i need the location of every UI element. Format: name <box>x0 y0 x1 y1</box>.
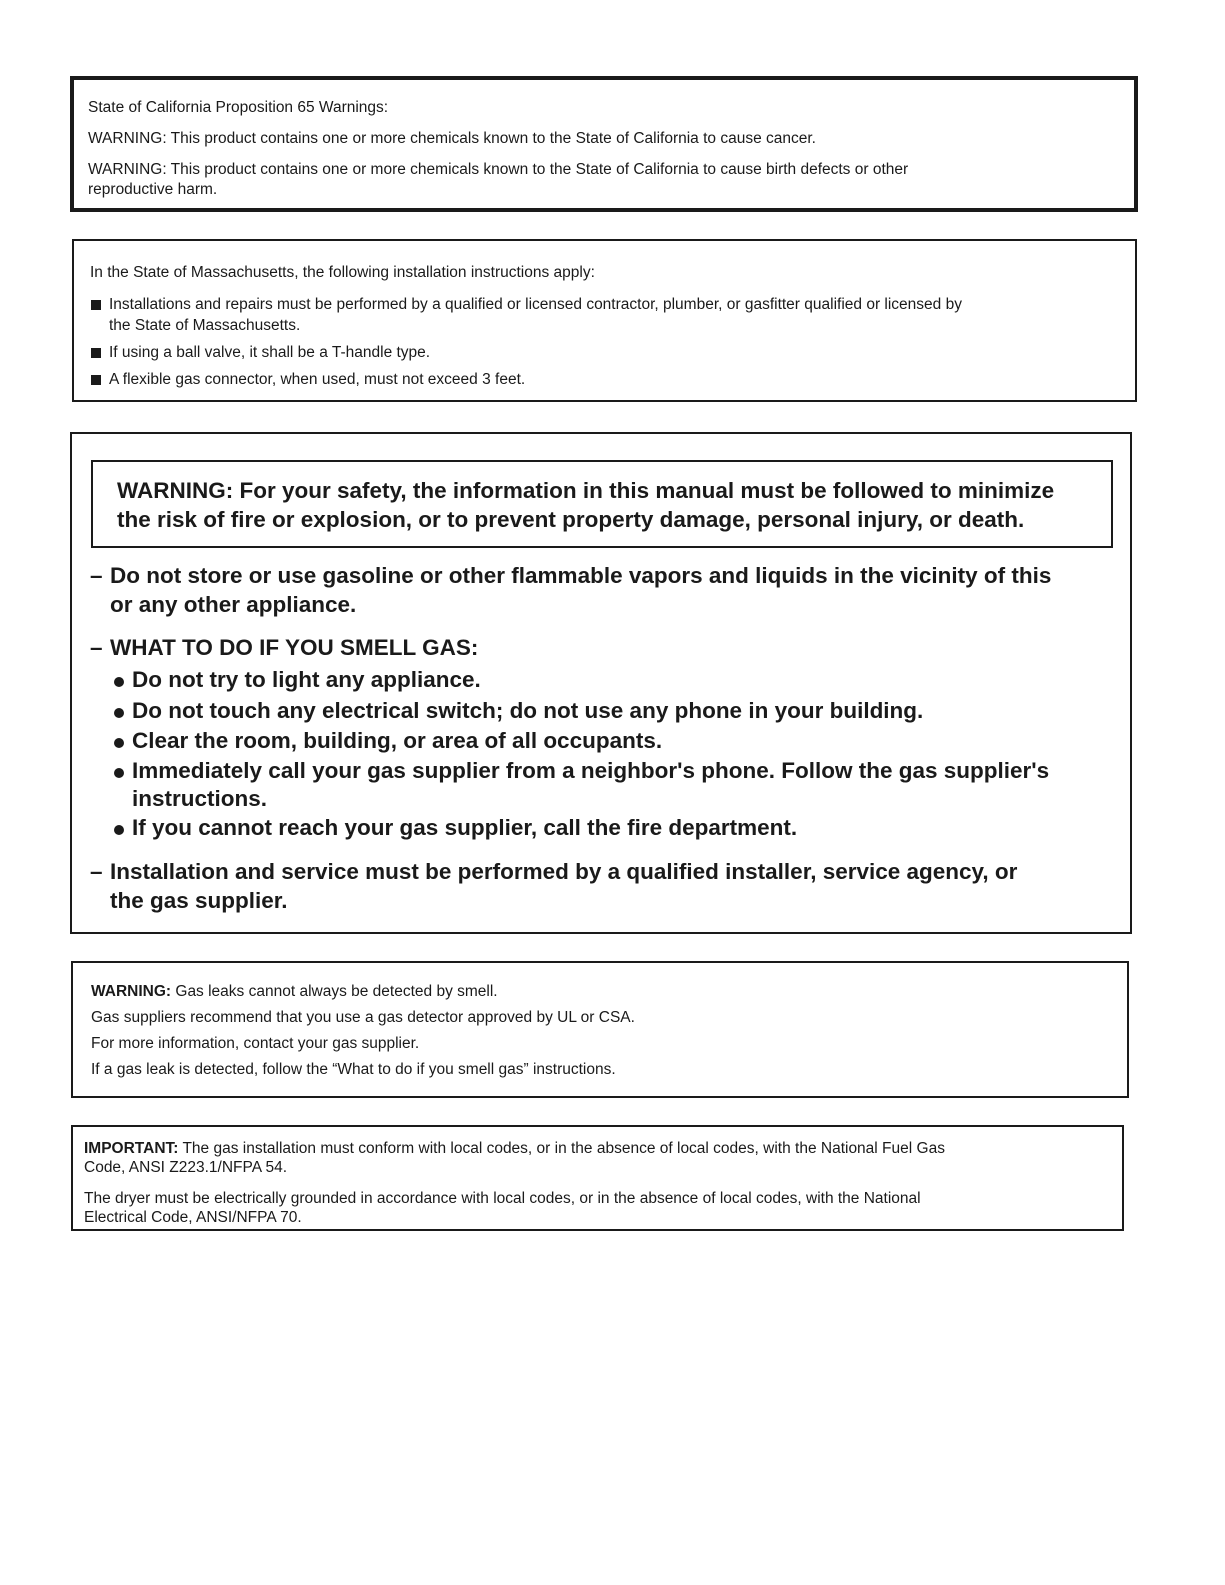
gas-leak-line-4: If a gas leak is detected, follow the “What to do if you smell gas” instructions. <box>91 1061 616 1078</box>
important-label: IMPORTANT: <box>84 1140 179 1157</box>
important-paragraph-2 <box>84 1189 1111 1227</box>
important-paragraph-1 <box>84 1139 1111 1177</box>
dash-icon: – <box>90 859 103 884</box>
dash-item-flammables <box>90 561 1120 619</box>
round-bullet-icon <box>114 825 124 835</box>
list-item-text: A flexible gas connector, when used, must not exceed 3 feet. <box>109 371 526 388</box>
prop65-title: State of California Proposition 65 Warnings: <box>88 99 389 116</box>
prop65-birth-line-2: reproductive harm. <box>88 181 218 198</box>
list-item-text: If using a ball valve, it shall be a T-handle type. <box>109 344 431 361</box>
massachusetts-list <box>90 294 1119 390</box>
list-item-text: Installations and repairs must be performed by a qualified or licensed contractor, plumber, or gasfitter qualified or licensed by <box>109 296 962 313</box>
gas-step-item <box>114 666 1122 694</box>
square-bullet-icon <box>91 300 101 310</box>
prop65-warning-box <box>70 76 1138 212</box>
gas-step-text: If you cannot reach your gas supplier, call the fire department. <box>132 815 798 840</box>
dash-item-text: or any other appliance. <box>110 592 357 617</box>
square-bullet-icon <box>91 375 101 385</box>
prop65-birth-defects-warning <box>88 160 1120 200</box>
round-bullet-icon <box>114 708 124 718</box>
important-text: The dryer must be electrically grounded in accordance with local codes, or in the absence of local codes, with the National <box>84 1190 921 1207</box>
massachusetts-intro: In the State of Massachusetts, the following installation instructions apply: <box>90 264 595 281</box>
safety-headline-line-1: WARNING: For your safety, the information in this manual must be followed to minimize <box>117 478 1055 503</box>
massachusetts-instructions-box <box>72 239 1137 402</box>
warning-label: WARNING: <box>91 983 172 1000</box>
important-text: The gas installation must conform with local codes, or in the absence of local codes, with the National Fuel Gas <box>178 1140 945 1157</box>
gas-leak-line-3: For more information, contact your gas supplier. <box>91 1035 420 1052</box>
prop65-cancer-warning: WARNING: This product contains one or more chemicals known to the State of California to cause cancer. <box>88 130 816 147</box>
gas-step-item <box>114 814 1122 842</box>
round-bullet-icon <box>114 677 124 687</box>
dash-icon: – <box>90 563 103 588</box>
gas-leak-text: Gas leaks cannot always be detected by smell. <box>171 983 498 1000</box>
safety-headline <box>117 476 1111 534</box>
prop65-birth-line-1: WARNING: This product contains one or more chemicals known to the State of California to cause birth defects or other <box>88 161 909 178</box>
gas-step-text: Clear the room, building, or area of all occupants. <box>132 728 663 753</box>
list-item <box>90 369 1119 390</box>
dash-item-text: Installation and service must be performed by a qualified installer, service agency, or <box>110 859 1018 884</box>
list-item <box>90 294 1119 336</box>
dash-item-text: WHAT TO DO IF YOU SMELL GAS: <box>110 635 479 660</box>
gas-step-text: Do not try to light any appliance. <box>132 667 481 692</box>
dash-item-text: Do not store or use gasoline or other flammable vapors and liquids in the vicinity of this <box>110 563 1052 588</box>
gas-step-item <box>114 727 1122 755</box>
dash-item-text: the gas supplier. <box>110 888 288 913</box>
important-text: Code, ANSI Z223.1/NFPA 54. <box>84 1159 288 1176</box>
important-notice-box <box>71 1125 1124 1231</box>
gas-leak-line-1 <box>91 982 1109 1002</box>
gas-step-text: instructions. <box>132 786 268 811</box>
round-bullet-icon <box>114 738 124 748</box>
gas-step-item <box>114 757 1122 813</box>
safety-warning-box <box>70 432 1132 934</box>
important-text: Electrical Code, ANSI/NFPA 70. <box>84 1209 302 1226</box>
gas-leak-line-2: Gas suppliers recommend that you use a gas detector approved by UL or CSA. <box>91 1009 635 1026</box>
dash-item-installation <box>90 857 1120 915</box>
dash-icon: – <box>90 635 103 660</box>
gas-step-item <box>114 697 1122 725</box>
square-bullet-icon <box>91 348 101 358</box>
list-item-text: the State of Massachusetts. <box>109 317 301 334</box>
gas-step-text: Do not touch any electrical switch; do not use any phone in your building. <box>132 698 924 723</box>
safety-headline-line-2: the risk of fire or explosion, or to prevent property damage, personal injury, or death. <box>117 507 1025 532</box>
list-item <box>90 342 1119 363</box>
safety-headline-box <box>91 460 1113 548</box>
round-bullet-icon <box>114 768 124 778</box>
dash-item-smell-gas <box>90 633 1120 662</box>
gas-step-text: Immediately call your gas supplier from a neighbor's phone. Follow the gas supplier's <box>132 758 1050 783</box>
gas-leak-warning-box <box>71 961 1129 1098</box>
